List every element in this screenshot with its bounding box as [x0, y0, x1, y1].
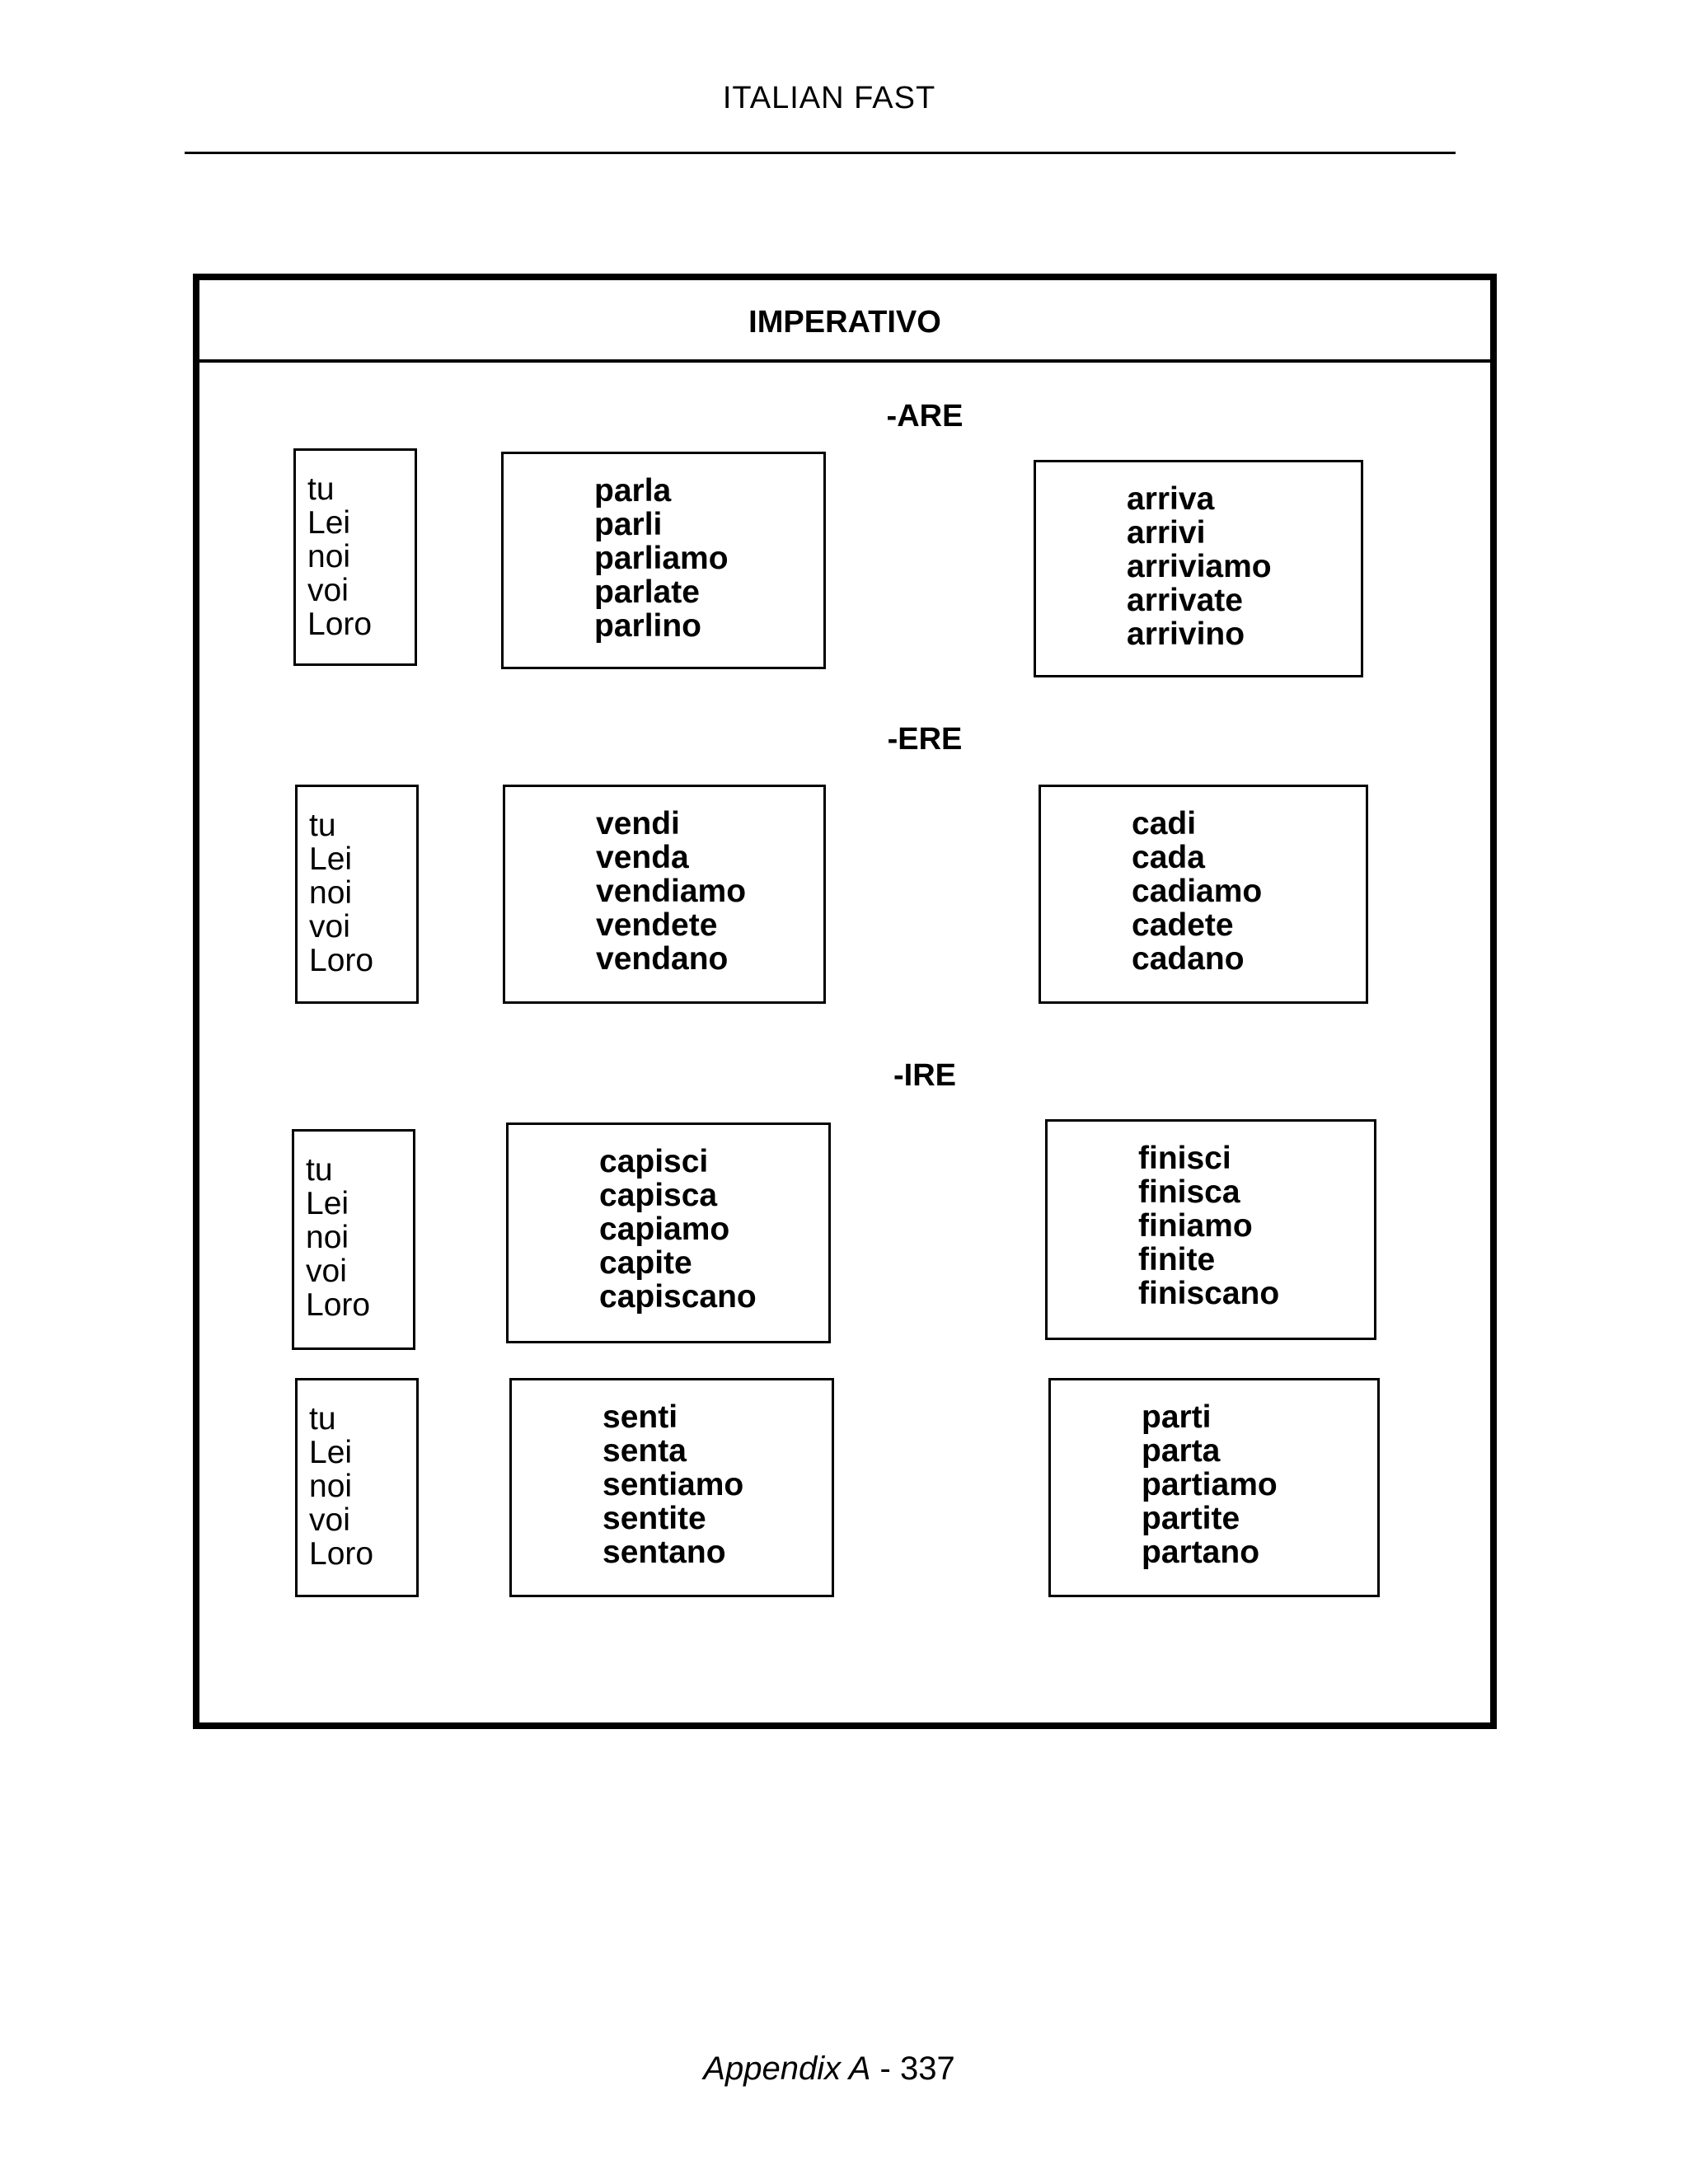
pronoun-loro: Loro: [309, 943, 374, 978]
pronoun-lei: Lei: [306, 1186, 349, 1221]
pronoun-voi: voi: [307, 573, 349, 608]
pronoun-loro: Loro: [306, 1287, 371, 1323]
verb-form: capiamo: [599, 1212, 730, 1247]
pronoun-noi: noi: [309, 1469, 353, 1504]
verb-form: vendete: [596, 907, 718, 943]
verb-form: venda: [596, 840, 689, 875]
pronoun-noi: noi: [306, 1220, 349, 1255]
pronoun-box: [292, 1129, 415, 1350]
verb-form: finisca: [1138, 1174, 1240, 1210]
pronoun-box: [295, 785, 419, 1004]
verb-form: finisci: [1138, 1141, 1231, 1176]
header-rule: [185, 152, 1456, 154]
pronoun-voi: voi: [306, 1254, 347, 1289]
footer-label: Appendix A: [703, 2050, 871, 2087]
pronoun-loro: Loro: [307, 607, 373, 642]
verb-form: parti: [1142, 1399, 1212, 1435]
pronoun-noi: noi: [309, 875, 353, 911]
verb-form: sentite: [603, 1501, 706, 1536]
verb-form: finite: [1138, 1242, 1216, 1277]
verb-forms-box-cadere: [1039, 785, 1368, 1004]
verb-form: vendano: [596, 941, 729, 977]
running-header: ITALIAN FAST: [722, 81, 936, 115]
verb-form: parlate: [594, 574, 700, 610]
section-heading-ire: -IRE: [893, 1058, 956, 1093]
pronoun-lei: Lei: [309, 841, 353, 877]
pronoun-tu: tu: [306, 1152, 333, 1188]
verb-form: parla: [594, 473, 672, 509]
verb-form: parli: [594, 507, 663, 542]
verb-form: parlino: [594, 608, 702, 644]
verb-forms-box-sentire: [509, 1378, 834, 1597]
pronoun-loro: Loro: [309, 1536, 374, 1572]
verb-form: capisci: [599, 1144, 709, 1179]
pronoun-lei: Lei: [307, 505, 351, 541]
verb-form: sentiamo: [603, 1467, 744, 1502]
verb-form: arrivi: [1127, 515, 1206, 551]
verb-form: finiamo: [1138, 1208, 1253, 1244]
verb-form: capite: [599, 1245, 692, 1281]
pronoun-box: [293, 448, 417, 666]
verb-forms-box-finire: [1045, 1119, 1376, 1340]
pronoun-box: [295, 1378, 419, 1597]
verb-forms-box-arrivare: [1034, 460, 1363, 677]
verb-forms-box-parlare: [501, 452, 826, 669]
verb-form: arrivate: [1127, 583, 1243, 618]
footer-separator: -: [870, 2050, 900, 2087]
section-heading-ere: -ERE: [887, 722, 963, 757]
verb-form: arriva: [1127, 481, 1215, 517]
verb-form: cada: [1132, 840, 1205, 875]
verb-form: finiscano: [1138, 1276, 1280, 1311]
section-heading-are: -ARE: [886, 399, 964, 434]
table-title: IMPERATIVO: [748, 305, 941, 340]
verb-form: sentano: [603, 1535, 726, 1570]
pronoun-lei: Lei: [309, 1435, 353, 1470]
verb-form: arriviamo: [1127, 549, 1272, 584]
verb-form: arrivino: [1127, 616, 1245, 652]
page-footer: [0, 2050, 1658, 2088]
pronoun-tu: tu: [309, 1401, 336, 1436]
verb-form: parliamo: [594, 541, 729, 576]
verb-forms-box-capire: [506, 1122, 831, 1343]
verb-form: vendi: [596, 806, 680, 841]
pronoun-tu: tu: [307, 471, 335, 507]
verb-form: partiamo: [1142, 1467, 1278, 1502]
verb-forms-box-vendere: [503, 785, 826, 1004]
pronoun-voi: voi: [309, 1502, 350, 1538]
verb-form: parta: [1142, 1433, 1221, 1469]
pronoun-tu: tu: [309, 808, 336, 843]
verb-form: partano: [1142, 1535, 1260, 1570]
verb-forms-box-partire: [1048, 1378, 1380, 1597]
verb-form: capiscano: [599, 1279, 757, 1315]
verb-form: cadi: [1132, 806, 1197, 841]
verb-form: cadiamo: [1132, 874, 1263, 909]
verb-form: senta: [603, 1433, 687, 1469]
page-number: 337: [899, 2050, 955, 2087]
table-title-bar: [199, 280, 1490, 363]
verb-form: capisca: [599, 1178, 718, 1213]
verb-form: cadano: [1132, 941, 1245, 977]
pronoun-voi: voi: [309, 909, 350, 944]
verb-form: cadete: [1132, 907, 1234, 943]
pronoun-noi: noi: [307, 539, 351, 574]
verb-form: vendiamo: [596, 874, 747, 909]
verb-form: partite: [1142, 1501, 1240, 1536]
verb-form: senti: [603, 1399, 678, 1435]
